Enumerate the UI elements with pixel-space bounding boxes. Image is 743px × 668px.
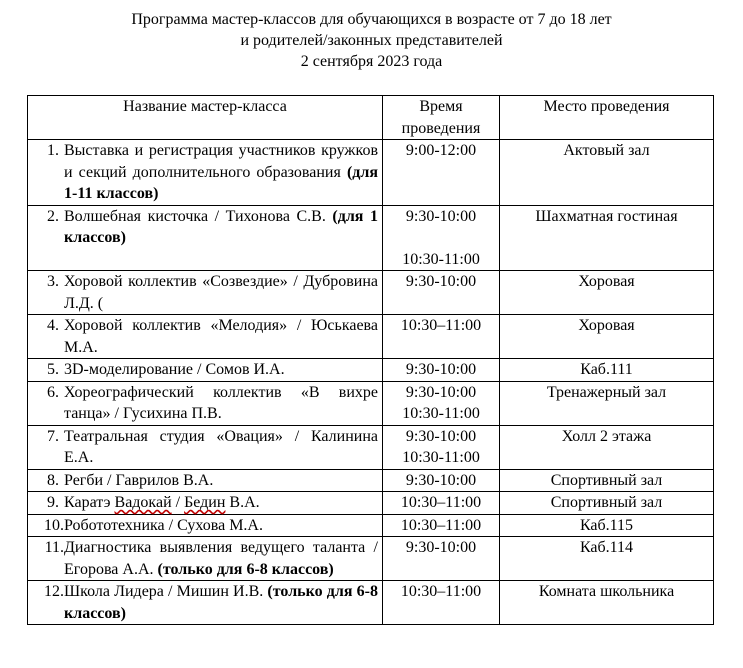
spellcheck-word: Вадокай — [114, 494, 172, 511]
table-row — [28, 514, 714, 537]
row-title: Регби / Гаврилов В.А. — [64, 471, 214, 489]
column-header-place: Место проведения — [500, 96, 714, 140]
row-name-cell — [28, 271, 383, 315]
row-note: (только для 6-8 классов) — [157, 560, 334, 578]
row-number: 9. — [47, 494, 59, 511]
row-time: 10:30–11:00 — [383, 581, 500, 625]
row-time-cell — [383, 140, 500, 206]
column-header-time: Время проведения — [383, 96, 500, 140]
table-row — [28, 537, 714, 581]
row-place: Спортивный зал — [500, 492, 714, 515]
row-place: Хоровая — [500, 315, 714, 359]
row-title: Робототехника / Сухова М.А. — [64, 516, 263, 534]
row-name-cell — [28, 425, 383, 469]
row-number: 10. — [44, 516, 64, 534]
row-number: 2. — [47, 207, 59, 225]
row-time-second: 10:30-11:00 — [402, 250, 480, 268]
row-time: 10:30–11:00 — [383, 514, 500, 537]
row-time-cell — [383, 381, 500, 425]
table-row — [28, 581, 714, 625]
row-time-second: 10:30-11:00 — [402, 449, 480, 466]
table-row — [28, 271, 714, 315]
column-header-name: Название мастер-класса — [28, 96, 383, 140]
row-number: 6. — [47, 383, 59, 401]
row-note: (для 1-11 классов) — [64, 163, 378, 202]
row-number: 1. — [47, 142, 59, 159]
row-note: (только для 6-8 классов) — [64, 583, 378, 622]
row-place: Каб.114 — [500, 537, 714, 581]
table-row — [28, 469, 714, 492]
row-title: Выставка и регистрация участников кружков и секций дополнительного образования — [64, 142, 378, 181]
row-place: Каб.111 — [500, 359, 714, 382]
row-name-cell — [28, 359, 383, 382]
table-row — [28, 315, 714, 359]
row-title: Диагностика выявления ведущего таланта / Егорова А.А. — [64, 539, 378, 578]
row-time: 9:30-10:00 — [383, 359, 500, 382]
row-place: Тренажерный зал — [500, 381, 714, 425]
row-number: 3. — [47, 273, 59, 290]
row-number: 4. — [47, 317, 59, 334]
title-line-3: 2 сентября 2023 года — [300, 53, 443, 70]
row-name-cell — [28, 469, 383, 492]
row-place: Каб.115 — [500, 514, 714, 537]
row-number: 12. — [44, 583, 64, 600]
row-title: Каратэ Вадокай / Бедин В.А. — [64, 494, 260, 511]
row-place: Шахматная гостиная — [500, 205, 714, 271]
row-title: Хоровой коллектив «Мелодия» / Юськаева М.А. — [64, 317, 378, 356]
row-name-cell — [28, 315, 383, 359]
table-row — [28, 140, 714, 206]
row-time: 9:30-10:00 — [383, 537, 500, 581]
row-title: Хоровой коллектив «Созвездие» / Дубровина Л.Д. ( — [64, 273, 378, 312]
row-name-cell — [28, 537, 383, 581]
row-time: 9:00-12:00 — [405, 142, 477, 159]
row-name-cell — [28, 514, 383, 537]
row-title: Волшебная кисточка / Тихонова С.В. — [64, 207, 326, 225]
row-place: Актовый зал — [500, 140, 714, 206]
row-note: (для 1 классов) — [64, 207, 379, 246]
row-number: 8. — [47, 471, 59, 489]
row-name-cell — [28, 381, 383, 425]
row-title: Хореографический коллектив «В вихре танца» / Гусихина П.В. — [64, 383, 378, 422]
row-time-cell — [383, 425, 500, 469]
document-title — [0, 9, 743, 72]
row-name-cell — [28, 581, 383, 625]
row-name-cell — [28, 492, 383, 515]
row-title: 3D-моделирование / Сомов И.А. — [64, 361, 285, 378]
title-line-1: Программа мастер-классов для обучающихся в возрасте от 7 до 18 лет — [131, 11, 612, 28]
row-time: 9:30-10:00 — [405, 427, 477, 445]
table-row — [28, 381, 714, 425]
row-time: 9:30-10:00 — [383, 469, 500, 492]
row-place: Холл 2 этажа — [500, 425, 714, 469]
row-place: Спортивный зал — [500, 469, 714, 492]
row-time: 9:30-10:00 — [405, 207, 477, 225]
row-place: Комната школьника — [500, 581, 714, 625]
table-row — [28, 359, 714, 382]
row-time-cell — [383, 205, 500, 271]
row-title: Школа Лидера / Мишин И.В. — [64, 583, 264, 600]
table-row — [28, 425, 714, 469]
table-header-row — [28, 96, 714, 140]
table-row — [28, 205, 714, 271]
row-title: Театральная студия «Овация» / Калинина Е.А. — [64, 427, 378, 466]
row-number: 11. — [44, 539, 64, 556]
title-line-2: и родителей/законных представителей — [240, 32, 503, 49]
row-time: 10:30–11:00 — [383, 492, 500, 515]
row-name-cell — [28, 140, 383, 206]
row-time: 10:30–11:00 — [383, 315, 500, 359]
row-number: 7. — [47, 427, 59, 445]
row-time: 9:30-10:00 — [405, 383, 477, 401]
table-row — [28, 492, 714, 515]
row-name-cell — [28, 205, 383, 271]
row-place: Хоровая — [500, 271, 714, 315]
masterclass-table — [27, 95, 714, 625]
spellcheck-word: Бедин — [184, 494, 226, 511]
row-time-second: 10:30-11:00 — [402, 405, 480, 422]
row-number: 5. — [47, 361, 59, 378]
row-time: 9:30-10:00 — [383, 271, 500, 315]
